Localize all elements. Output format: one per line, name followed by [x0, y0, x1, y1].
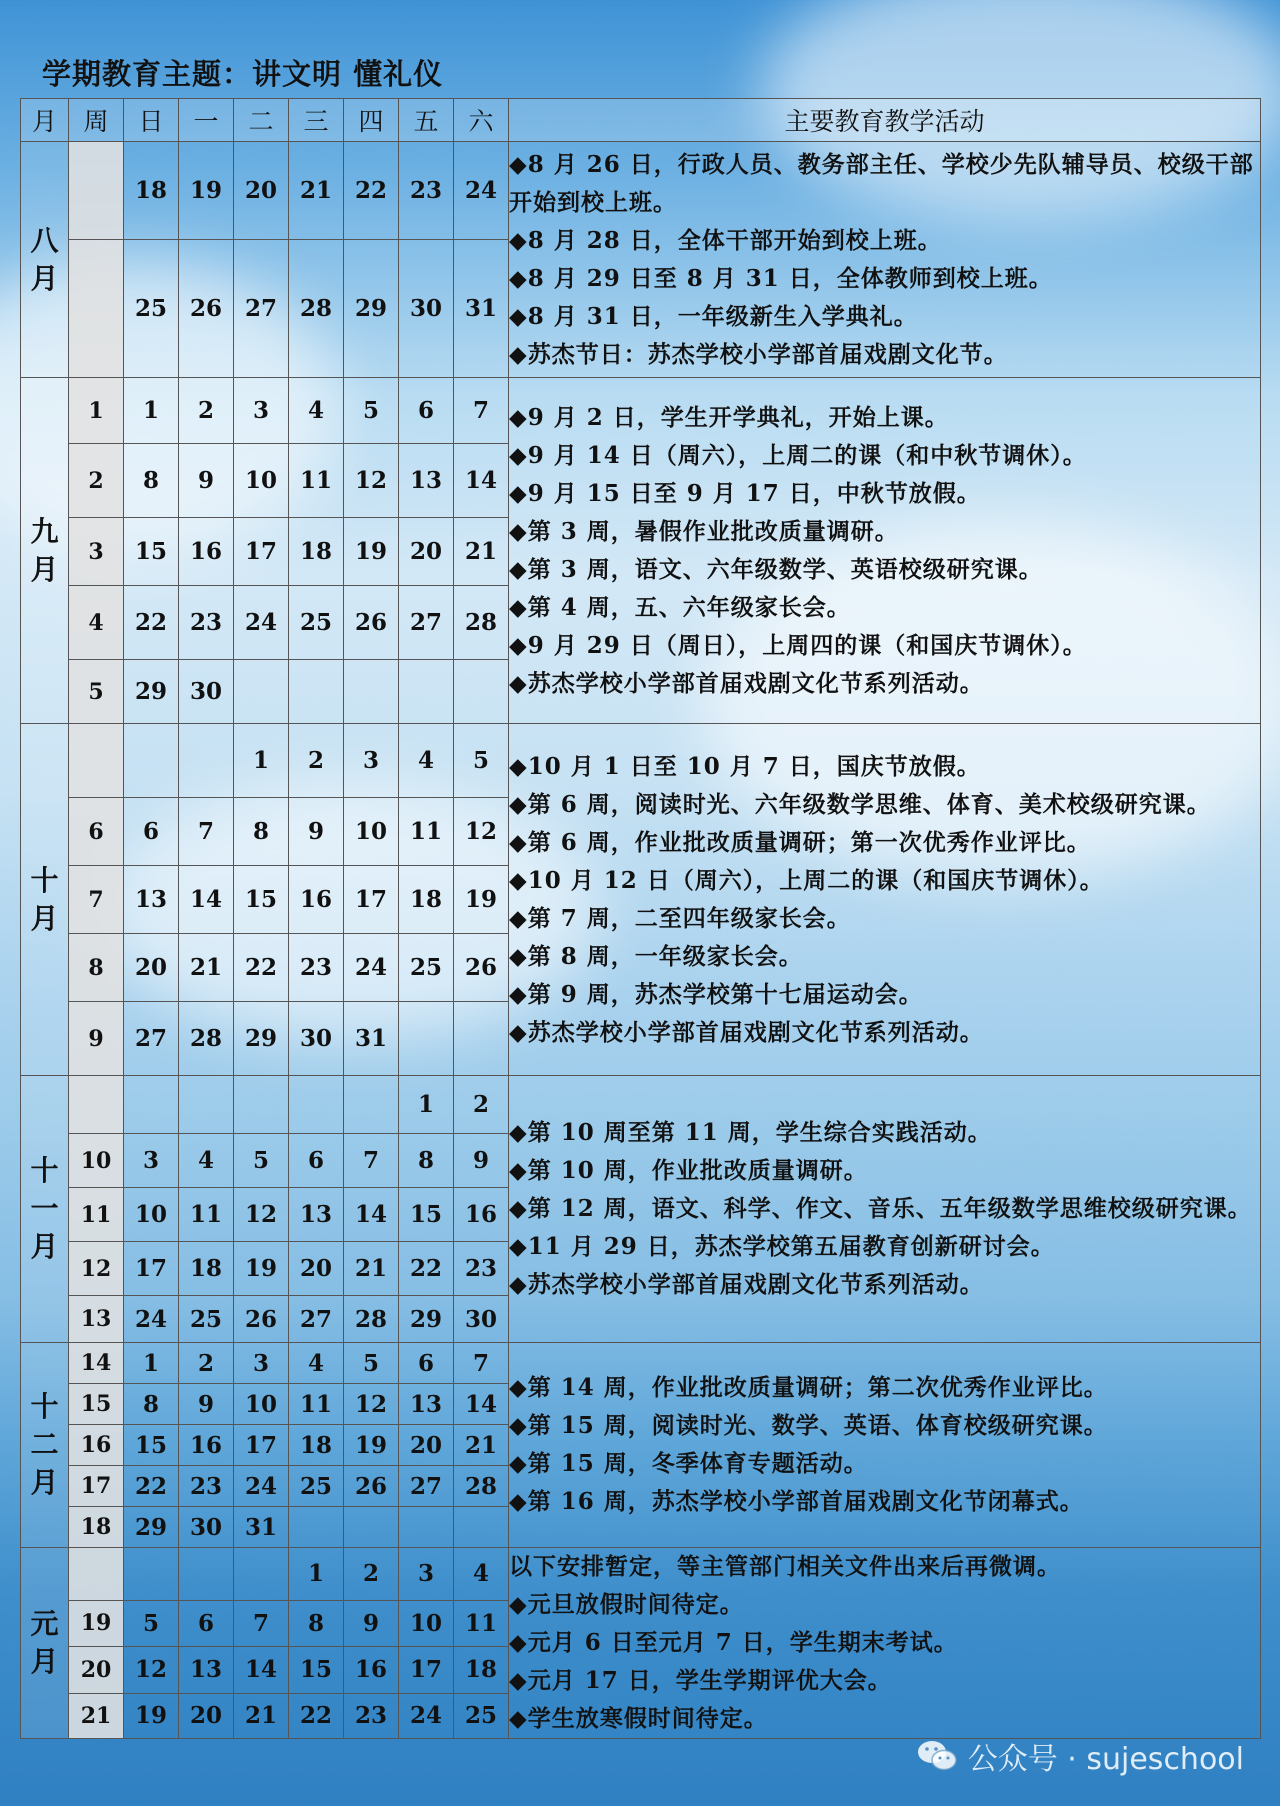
day-cell: 9: [454, 1134, 509, 1188]
day-cell: 29: [124, 660, 179, 724]
activity-item: ◆第 10 周，作业批改质量调研。: [509, 1157, 868, 1184]
activities-cell: [509, 378, 1261, 724]
day-cell: 20: [399, 518, 454, 586]
activities-cell: [509, 1076, 1261, 1343]
month-label: 九月: [21, 378, 69, 724]
day-cell: [124, 1076, 179, 1134]
day-cell: 20: [124, 934, 179, 1002]
day-cell: 24: [234, 586, 289, 660]
day-cell: 7: [344, 1134, 399, 1188]
day-cell: 15: [124, 1425, 179, 1466]
day-cell: 23: [289, 934, 344, 1002]
week-number: 17: [69, 1466, 124, 1507]
day-cell: [179, 1548, 234, 1601]
day-cell: 3: [344, 724, 399, 798]
day-cell: 2: [344, 1548, 399, 1601]
week-number: 10: [69, 1134, 124, 1188]
week-number: 20: [69, 1647, 124, 1693]
week-number: 12: [69, 1242, 124, 1296]
month-label: 十月: [21, 724, 69, 1076]
day-cell: 24: [124, 1296, 179, 1343]
activity-item: ◆第 12 周，语文、科学、作文、音乐、五年级数学思维校级研究课。: [509, 1195, 1252, 1222]
day-cell: 22: [289, 1693, 344, 1738]
day-cell: 10: [234, 1384, 289, 1425]
day-cell: 1: [124, 378, 179, 444]
header-row: [21, 99, 1261, 142]
day-cell: 18: [454, 1647, 509, 1693]
day-cell: 9: [179, 1384, 234, 1425]
day-cell: [454, 1507, 509, 1548]
day-cell: 27: [399, 1466, 454, 1507]
activity-item: ◆第 7 周，二至四年级家长会。: [509, 904, 851, 932]
day-cell: 26: [344, 586, 399, 660]
day-cell: 20: [234, 142, 289, 240]
day-cell: 16: [179, 518, 234, 586]
activity-item: ◆9 月 14 日（周六），上周二的课（和中秋节调休）。: [509, 441, 1087, 469]
day-cell: 16: [179, 1425, 234, 1466]
activity-item: ◆第 4 周，五、六年级家长会。: [509, 593, 851, 621]
header-fri: 五: [399, 99, 454, 142]
day-cell: 12: [234, 1188, 289, 1242]
day-cell: 5: [344, 1343, 399, 1384]
day-cell: 13: [399, 444, 454, 518]
day-cell: 15: [124, 518, 179, 586]
activities-cell: [509, 724, 1261, 1076]
day-cell: 20: [179, 1693, 234, 1738]
week-number: 5: [69, 660, 124, 724]
day-cell: 7: [454, 1343, 509, 1384]
day-cell: 9: [344, 1600, 399, 1646]
day-cell: 7: [454, 378, 509, 444]
activity-item: ◆苏杰学校小学部首届戏剧文化节系列活动。: [509, 1271, 984, 1298]
day-cell: 27: [234, 240, 289, 378]
day-cell: 25: [289, 1466, 344, 1507]
header-activities: 主要教育教学活动: [509, 99, 1261, 142]
day-cell: 6: [289, 1134, 344, 1188]
day-cell: [124, 724, 179, 798]
day-cell: 25: [289, 586, 344, 660]
wechat-icon: [916, 1738, 958, 1774]
month-label: 十二月: [21, 1343, 69, 1548]
day-cell: 25: [399, 934, 454, 1002]
school-calendar-table: [20, 98, 1261, 1739]
day-cell: 28: [179, 1002, 234, 1076]
day-cell: 17: [399, 1647, 454, 1693]
day-cell: 15: [289, 1647, 344, 1693]
day-cell: [454, 660, 509, 724]
day-cell: 30: [289, 1002, 344, 1076]
day-cell: 11: [399, 798, 454, 866]
day-cell: 5: [344, 378, 399, 444]
watermark-text: 公众号 · sujeschool: [967, 1742, 1244, 1777]
day-cell: 21: [454, 518, 509, 586]
week-row: [21, 1548, 1261, 1601]
day-cell: 2: [454, 1076, 509, 1134]
activity-item: ◆9 月 15 日至 9 月 17 日，中秋节放假。: [509, 479, 981, 507]
day-cell: 4: [454, 1548, 509, 1601]
week-row: [21, 142, 1261, 240]
day-cell: 22: [124, 1466, 179, 1507]
day-cell: 16: [289, 866, 344, 934]
day-cell: 26: [234, 1296, 289, 1343]
day-cell: [399, 1507, 454, 1548]
header-sat: 六: [454, 99, 509, 142]
day-cell: 10: [344, 798, 399, 866]
week-number: 11: [69, 1188, 124, 1242]
activity-item: ◆第 14 周，作业批改质量调研；第二次优秀作业评比。: [509, 1374, 1108, 1401]
activities-cell: [509, 1548, 1261, 1739]
activity-item: ◆第 16 周，苏杰学校小学部首届戏剧文化节闭幕式。: [509, 1488, 1084, 1515]
week-number: 14: [69, 1343, 124, 1384]
day-cell: 22: [124, 586, 179, 660]
activity-item: ◆11 月 29 日，苏杰学校第五届教育创新研讨会。: [509, 1233, 1055, 1260]
day-cell: [179, 1076, 234, 1134]
activity-item: ◆苏杰学校小学部首届戏剧文化节系列活动。: [509, 669, 984, 697]
day-cell: 26: [344, 1466, 399, 1507]
activity-item: ◆9 月 2 日，学生开学典礼，开始上课。: [509, 403, 949, 431]
week-number: 4: [69, 586, 124, 660]
day-cell: 21: [289, 142, 344, 240]
week-number: [69, 724, 124, 798]
day-cell: 31: [454, 240, 509, 378]
activity-item: ◆学生放寒假时间待定。: [509, 1705, 768, 1732]
day-cell: 29: [124, 1507, 179, 1548]
week-number: 15: [69, 1384, 124, 1425]
day-cell: 14: [344, 1188, 399, 1242]
activity-item: ◆元月 6 日至元月 7 日，学生期末考试。: [509, 1629, 958, 1656]
day-cell: 18: [179, 1242, 234, 1296]
activity-item: ◆8 月 31 日，一年级新生入学典礼。: [509, 302, 918, 330]
day-cell: 18: [289, 518, 344, 586]
activity-item: ◆第 3 周，语文、六年级数学、英语校级研究课。: [509, 555, 1043, 583]
day-cell: 3: [124, 1134, 179, 1188]
day-cell: [454, 1002, 509, 1076]
day-cell: 21: [344, 1242, 399, 1296]
day-cell: 2: [179, 378, 234, 444]
activity-item: ◆苏杰学校小学部首届戏剧文化节系列活动。: [509, 1018, 984, 1046]
day-cell: 19: [344, 518, 399, 586]
day-cell: 24: [454, 142, 509, 240]
activity-item: ◆9 月 29 日（周日），上周四的课（和国庆节调休）。: [509, 631, 1087, 659]
week-number: [69, 1548, 124, 1601]
activity-item: ◆第 6 周，阅读时光、六年级数学思维、体育、美术校级研究课。: [509, 790, 1211, 818]
header-thu: 四: [344, 99, 399, 142]
day-cell: 1: [234, 724, 289, 798]
week-number: [69, 142, 124, 240]
week-number: 8: [69, 934, 124, 1002]
activity-item: ◆第 15 周，冬季体育专题活动。: [509, 1450, 868, 1477]
activity-item: ◆第 10 周至第 11 周，学生综合实践活动。: [509, 1119, 992, 1146]
activities-cell: [509, 142, 1261, 378]
day-cell: 12: [344, 444, 399, 518]
day-cell: 11: [289, 1384, 344, 1425]
day-cell: [234, 660, 289, 724]
day-cell: 19: [344, 1425, 399, 1466]
day-cell: 15: [234, 866, 289, 934]
header-month: 月: [21, 99, 69, 142]
day-cell: 1: [289, 1548, 344, 1601]
day-cell: 27: [399, 586, 454, 660]
day-cell: 20: [399, 1425, 454, 1466]
week-number: 7: [69, 866, 124, 934]
day-cell: 12: [344, 1384, 399, 1425]
week-number: 9: [69, 1002, 124, 1076]
day-cell: 7: [179, 798, 234, 866]
day-cell: 30: [399, 240, 454, 378]
day-cell: 30: [454, 1296, 509, 1343]
header-wed: 三: [289, 99, 344, 142]
day-cell: 14: [454, 444, 509, 518]
day-cell: 24: [344, 934, 399, 1002]
day-cell: 13: [289, 1188, 344, 1242]
activity-item: ◆元月 17 日，学生学期评优大会。: [509, 1667, 892, 1694]
week-row: [21, 378, 1261, 444]
day-cell: [289, 1076, 344, 1134]
week-number: 1: [69, 378, 124, 444]
day-cell: 8: [124, 1384, 179, 1425]
day-cell: 9: [179, 444, 234, 518]
day-cell: 5: [454, 724, 509, 798]
day-cell: 1: [399, 1076, 454, 1134]
month-label: 元月: [21, 1548, 69, 1739]
week-number: 18: [69, 1507, 124, 1548]
day-cell: [289, 660, 344, 724]
day-cell: [399, 1002, 454, 1076]
day-cell: 4: [289, 378, 344, 444]
day-cell: 15: [399, 1188, 454, 1242]
month-label: 八月: [21, 142, 69, 378]
day-cell: 4: [179, 1134, 234, 1188]
day-cell: 4: [399, 724, 454, 798]
day-cell: [344, 1076, 399, 1134]
day-cell: 30: [179, 1507, 234, 1548]
day-cell: 23: [179, 586, 234, 660]
week-number: 21: [69, 1693, 124, 1738]
day-cell: 24: [234, 1466, 289, 1507]
activity-item: ◆第 3 周，暑假作业批改质量调研。: [509, 517, 899, 545]
day-cell: 17: [344, 866, 399, 934]
day-cell: 18: [124, 142, 179, 240]
day-cell: 8: [124, 444, 179, 518]
day-cell: 3: [399, 1548, 454, 1601]
day-cell: 30: [179, 660, 234, 724]
day-cell: 2: [289, 724, 344, 798]
day-cell: 29: [399, 1296, 454, 1343]
activity-item: ◆第 6 周，作业批改质量调研；第一次优秀作业评比。: [509, 828, 1091, 856]
day-cell: 5: [124, 1600, 179, 1646]
month-label: 十一月: [21, 1076, 69, 1343]
day-cell: 26: [454, 934, 509, 1002]
day-cell: 23: [179, 1466, 234, 1507]
day-cell: 28: [454, 586, 509, 660]
day-cell: 31: [344, 1002, 399, 1076]
day-cell: 22: [399, 1242, 454, 1296]
day-cell: 5: [234, 1134, 289, 1188]
activities-cell: [509, 1343, 1261, 1548]
week-number: 3: [69, 518, 124, 586]
day-cell: 16: [344, 1647, 399, 1693]
day-cell: 21: [179, 934, 234, 1002]
day-cell: 19: [179, 142, 234, 240]
activity-item: ◆8 月 28 日，全体干部开始到校上班。: [509, 226, 942, 254]
day-cell: 24: [399, 1693, 454, 1738]
day-cell: 18: [399, 866, 454, 934]
activity-item: ◆第 8 周，一年级家长会。: [509, 942, 803, 970]
day-cell: 22: [344, 142, 399, 240]
day-cell: 13: [399, 1384, 454, 1425]
day-cell: 28: [344, 1296, 399, 1343]
day-cell: [289, 1507, 344, 1548]
day-cell: 19: [454, 866, 509, 934]
day-cell: 1: [124, 1343, 179, 1384]
day-cell: 25: [179, 1296, 234, 1343]
day-cell: 22: [234, 934, 289, 1002]
day-cell: 11: [289, 444, 344, 518]
day-cell: 12: [454, 798, 509, 866]
day-cell: 8: [399, 1134, 454, 1188]
header-mon: 一: [179, 99, 234, 142]
day-cell: 12: [124, 1647, 179, 1693]
day-cell: 6: [124, 798, 179, 866]
day-cell: 6: [399, 378, 454, 444]
day-cell: 14: [179, 866, 234, 934]
watermark: [916, 1734, 1244, 1778]
day-cell: 23: [454, 1242, 509, 1296]
day-cell: 7: [234, 1600, 289, 1646]
day-cell: [124, 1548, 179, 1601]
day-cell: 20: [289, 1242, 344, 1296]
day-cell: [234, 1548, 289, 1601]
day-cell: 17: [234, 518, 289, 586]
day-cell: 29: [234, 1002, 289, 1076]
header-sun: 日: [124, 99, 179, 142]
week-number: [69, 240, 124, 378]
day-cell: 19: [124, 1693, 179, 1738]
day-cell: 4: [289, 1343, 344, 1384]
day-cell: 13: [124, 866, 179, 934]
week-number: 6: [69, 798, 124, 866]
week-row: [21, 1343, 1261, 1384]
day-cell: 23: [344, 1693, 399, 1738]
week-number: 13: [69, 1296, 124, 1343]
day-cell: 9: [289, 798, 344, 866]
day-cell: 28: [289, 240, 344, 378]
day-cell: 21: [234, 1693, 289, 1738]
week-number: 19: [69, 1600, 124, 1646]
day-cell: 6: [179, 1600, 234, 1646]
day-cell: 23: [399, 142, 454, 240]
day-cell: 17: [124, 1242, 179, 1296]
day-cell: [179, 724, 234, 798]
day-cell: 2: [179, 1343, 234, 1384]
day-cell: 3: [234, 378, 289, 444]
activity-item: ◆8 月 29 日至 8 月 31 日，全体教师到校上班。: [509, 264, 1053, 292]
day-cell: [399, 660, 454, 724]
day-cell: 19: [234, 1242, 289, 1296]
day-cell: 17: [234, 1425, 289, 1466]
activity-item: ◆苏杰节日：苏杰学校小学部首届戏剧文化节。: [509, 340, 1008, 368]
day-cell: 10: [234, 444, 289, 518]
activity-item: ◆元旦放假时间待定。: [509, 1591, 744, 1618]
day-cell: 25: [454, 1693, 509, 1738]
header-tue: 二: [234, 99, 289, 142]
day-cell: 10: [124, 1188, 179, 1242]
day-cell: 18: [289, 1425, 344, 1466]
day-cell: 6: [399, 1343, 454, 1384]
day-cell: 31: [234, 1507, 289, 1548]
activity-item: ◆8 月 26 日，行政人员、教务部主任、学校少先队辅导员、校级干部开始到校上班。: [509, 150, 1254, 216]
day-cell: 13: [179, 1647, 234, 1693]
activity-item: ◆10 月 12 日（周六），上周二的课（和国庆节调休）。: [509, 866, 1104, 894]
week-number: 16: [69, 1425, 124, 1466]
day-cell: 16: [454, 1188, 509, 1242]
day-cell: 8: [234, 798, 289, 866]
day-cell: 27: [124, 1002, 179, 1076]
day-cell: 28: [454, 1466, 509, 1507]
week-row: [21, 1076, 1261, 1134]
day-cell: 26: [179, 240, 234, 378]
day-cell: 25: [124, 240, 179, 378]
day-cell: 29: [344, 240, 399, 378]
header-week: 周: [69, 99, 124, 142]
activity-item: 以下安排暂定，等主管部门相关文件出来后再微调。: [509, 1553, 1061, 1580]
page-title: 学期教育主题：讲文明 懂礼仪: [42, 57, 444, 91]
day-cell: 21: [454, 1425, 509, 1466]
day-cell: [234, 1076, 289, 1134]
day-cell: 10: [399, 1600, 454, 1646]
day-cell: 3: [234, 1343, 289, 1384]
week-number: [69, 1076, 124, 1134]
day-cell: 14: [234, 1647, 289, 1693]
day-cell: 11: [454, 1600, 509, 1646]
activity-item: ◆第 15 周，阅读时光、数学、英语、体育校级研究课。: [509, 1412, 1108, 1439]
week-row: [21, 724, 1261, 798]
day-cell: 11: [179, 1188, 234, 1242]
day-cell: [344, 660, 399, 724]
day-cell: [344, 1507, 399, 1548]
activity-item: ◆10 月 1 日至 10 月 7 日，国庆节放假。: [509, 752, 981, 780]
activity-item: ◆第 9 周，苏杰学校第十七届运动会。: [509, 980, 923, 1008]
week-number: 2: [69, 444, 124, 518]
day-cell: 14: [454, 1384, 509, 1425]
day-cell: 27: [289, 1296, 344, 1343]
day-cell: 8: [289, 1600, 344, 1646]
